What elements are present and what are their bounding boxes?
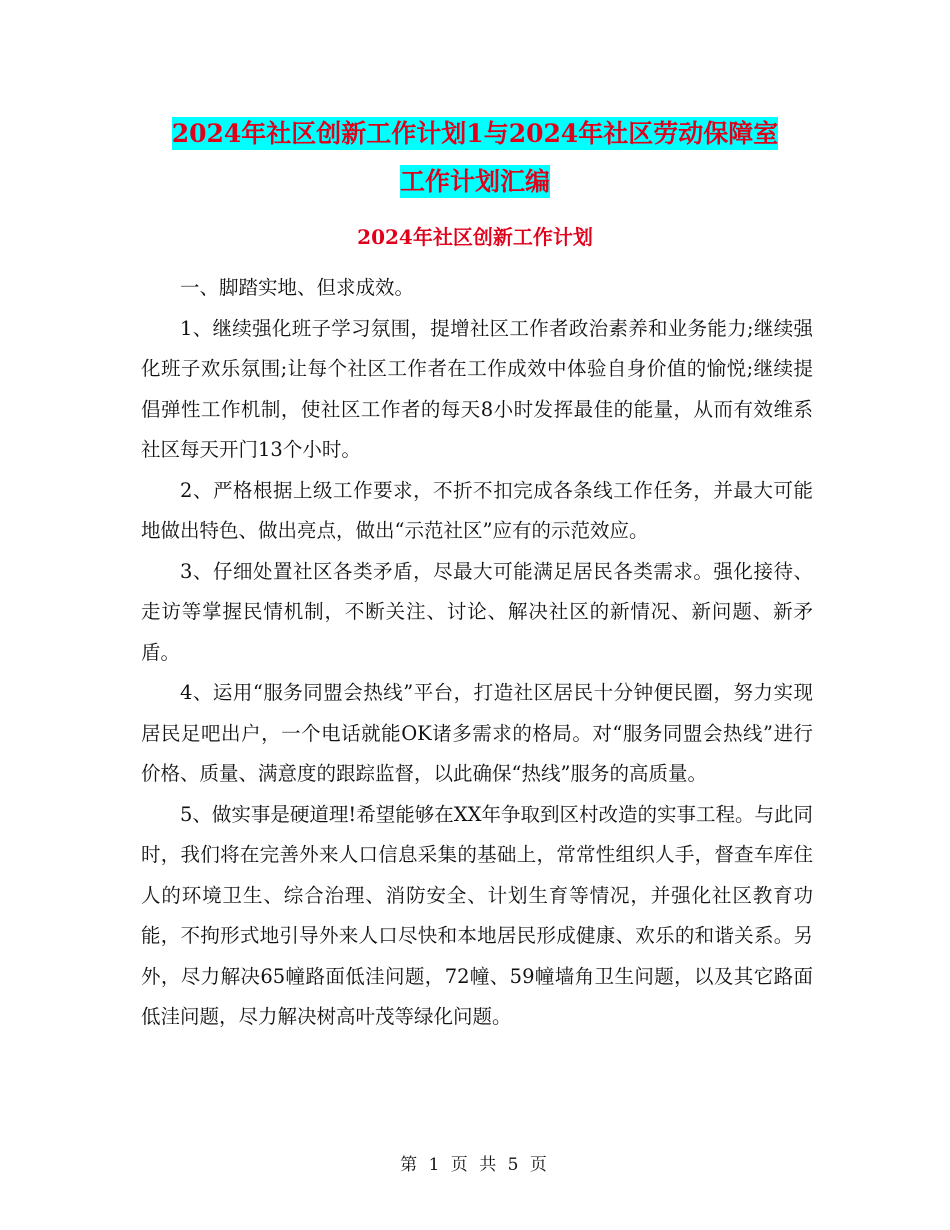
paragraph: 3、仔细处置社区各类矛盾，尽最大可能满足居民各类需求。强化接待、走访等掌握民情机制，不断关注、讨论、解决社区的新情况、新问题、新矛盾。 xyxy=(141,559,813,664)
paragraph: 5、做实事是硬道理!希望能够在XX年争取到区村改造的实事工程。与此同时，我们将在完善外来人口信息采集的基础上，常常性组织人手，督查车库住人的环境卫生、综合治理、消防安全、计划生育等情况，并强化社区教育功能，不拘形式地引导外来人口尽快和本地居民形成健康、欢乐的和谐关系。另外，尽力解决65幢路面低洼问题，72幢、59幢墙角卫生问题，以及其它路面低洼问题，尽力解决树高叶茂等绿化问题。 xyxy=(141,802,814,1028)
document-title xyxy=(130,110,820,206)
section-title: 2024年社区创新工作计划 xyxy=(357,225,593,249)
document-body xyxy=(141,268,813,1038)
document-title-line-2: 工作计划汇编 xyxy=(399,167,550,196)
paragraph: 1、继续强化班子学习氛围，提增社区工作者政治素养和业务能力;继续强化班子欢乐氛围;让每个社区工作者在工作成效中体验自身价值的愉悦;继续提倡弹性工作机制，使社区工作者的每天8小时发挥最佳的能量，从而有效维系社区每天开门13个小时。 xyxy=(141,316,813,461)
paragraph: 一、脚踏实地、但求成效。 xyxy=(180,276,415,299)
page-footer: 第 1 页 共 5 页 xyxy=(400,1155,550,1175)
document-title-line-1: 2024年社区创新工作计划1与2024年社区劳动保障室 xyxy=(171,119,779,148)
paragraph: 2、严格根据上级工作要求，不折不扣完成各条线工作任务，并最大可能地做出特色、做出亮点，做出“示范社区”应有的示范效应。 xyxy=(141,478,813,542)
paragraph: 4、运用“服务同盟会热线”平台，打造社区居民十分钟便民圈，努力实现居民足吧出户，一个电话就能OK诸多需求的格局。对“服务同盟会热线”进行价格、质量、满意度的跟踪监督，以此确保“热线”服务的高质量。 xyxy=(141,681,813,785)
